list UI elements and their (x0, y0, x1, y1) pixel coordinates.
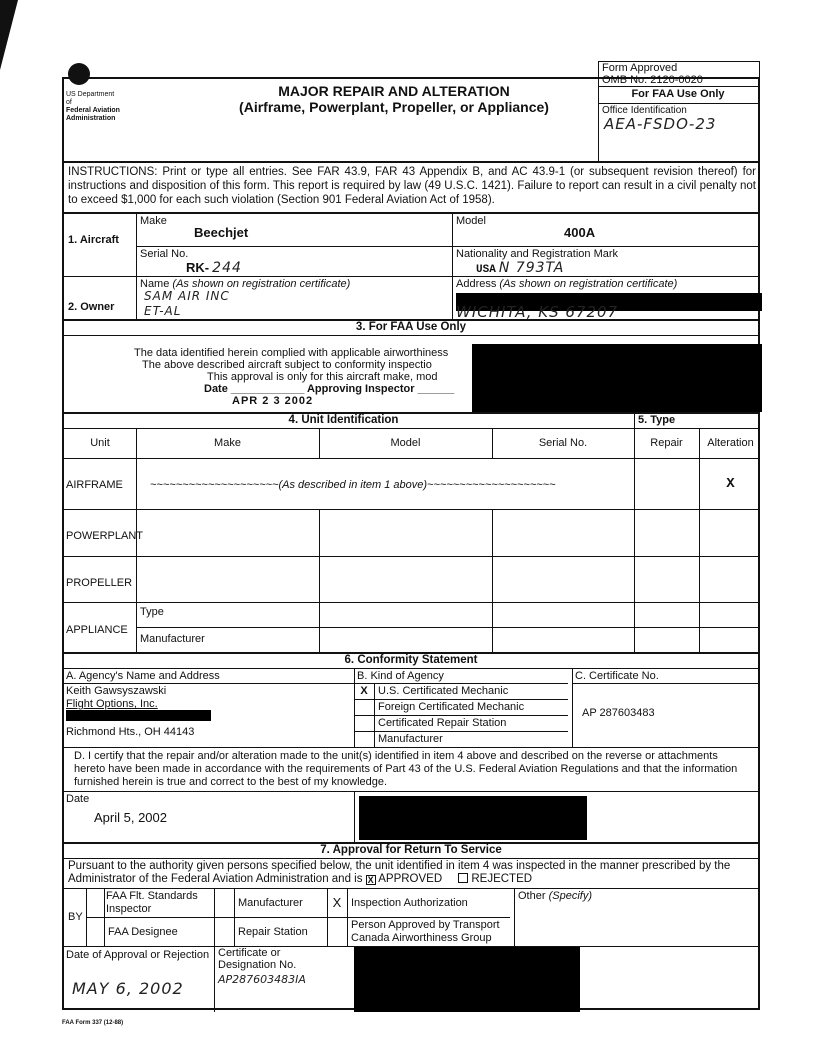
by-transport-canada: Person Approved by Transport Canada Airworthiness Group (351, 919, 500, 944)
dot-logo-icon (68, 63, 90, 85)
approval-text: Pursuant to the authority given persons specified below, the unit identified in item 4 was inspected in the manner prescribed by the Administrator of the Federal Aviation Administration and is X APPROVED REJECTED (68, 860, 731, 885)
ia-mark: X (332, 895, 342, 910)
redacted-signature-2 (359, 796, 587, 840)
form-footer: FAA Form 337 (12-88) (62, 1020, 124, 1026)
kind-manufacturer: Manufacturer (378, 733, 443, 745)
aircraft-make: Beechjet (194, 225, 249, 240)
approved-checkbox[interactable]: X (367, 875, 374, 885)
office-id-label: Office Identification (602, 105, 687, 116)
by-manufacturer: Manufacturer (238, 897, 303, 909)
owner-label: 2. Owner (68, 301, 115, 313)
redacted-street (66, 710, 211, 721)
owner-name-label: Name (As shown on registration certificate) (140, 278, 351, 290)
serial-label: Serial No. (140, 248, 189, 260)
conformity-date-label: Date (66, 793, 90, 805)
nationality-label: Nationality and Registration Mark (456, 248, 619, 260)
aircraft-serial: RK- 244 (186, 260, 242, 276)
airframe-description: ~~~~~~~~~~~~~~~~~~~~(As described in item 1 above)~~~~~~~~~~~~~~~~~~~~ (150, 479, 556, 491)
col-alteration: Alteration (707, 437, 754, 449)
faa-use-line-2: The above described aircraft subject to conformity inspectio (142, 359, 432, 371)
owner-name-2: ET-AL (144, 304, 182, 318)
kind-repair-station: Certificated Repair Station (378, 717, 507, 729)
owner-address-label: Address (As shown on registration certificate) (456, 278, 678, 290)
certificate-number: AP 287603483 (582, 707, 655, 719)
date-label: Date (204, 383, 228, 395)
kind-mark-mechanic: X (360, 685, 368, 697)
agency-label: A. Agency's Name and Address (66, 670, 220, 682)
col-unit: Unit (90, 437, 110, 449)
by-inspection-authorization: Inspection Authorization (351, 897, 468, 909)
by-designee: FAA Designee (108, 926, 178, 938)
omb-number: OMB No. 2120-0020 (602, 74, 703, 86)
faa-use-line-3: This approval is only for this aircraft make, mod (207, 371, 438, 383)
col-make: Make (214, 437, 241, 449)
approval-date-label: Date of Approval or Rejection (66, 949, 210, 961)
airframe-alteration-mark: X (726, 476, 735, 492)
by-repair-station: Repair Station (238, 926, 308, 938)
kind-foreign-mechanic: Foreign Certificated Mechanic (378, 701, 525, 713)
redacted-signature (472, 344, 762, 412)
office-id-value: AEA-FSDO-23 (604, 115, 717, 133)
approval-date: MAY 6, 2002 (72, 979, 184, 998)
certificate-label: C. Certificate No. (575, 670, 659, 682)
agency-name-value: Keith Gawsyszawski (66, 685, 167, 697)
col-model: Model (390, 437, 421, 449)
faa-use-line-1: The data identified herein complied with applicable airworthiness (134, 347, 449, 359)
redacted-signature-3 (354, 947, 580, 1012)
agency-city: Richmond Hts., OH 44143 (66, 726, 195, 738)
col-repair: Repair (650, 437, 683, 449)
aircraft-label: 1. Aircraft (68, 234, 119, 246)
model-label: Model (456, 215, 486, 227)
conformity-date: April 5, 2002 (94, 810, 167, 825)
section-6-title: 6. Conformity Statement (344, 654, 478, 666)
faa-stamp-date: APR 2 3 2002 (232, 395, 314, 407)
inspector-label: Approving Inspector (306, 383, 415, 395)
faa-form-337: US Department of Federal Aviation Administration MAJOR REPAIR AND ALTERATION (Airframe, Powerplant, Propeller, or Appliance) OMB No. 2120-0020 For FAA Use Only Office Identification AEA-FSDO-23 INSTRUCTIONS: Print or type all entries. See FAR 43.9, FAR 43 Appendix B, and AC 43.9-1 (or subsequent revision thereof) for instructions and disposition of this form. This report is required by law (49 U.S.C. 1421). Failure to report can result in a civil penalty not to exceed $1,000 for each such violation (Section 901 Federal Aviation Act of 1958). 1. Aircraft Make Beechjet Model 400A Serial No. RK- 244 Nationality and Registration Mark USA N 793TA 2. Owner Name (As shown on registration certificate) SAM AIR INC ET-AL Address (As shown on registration certificate) WICHITA, KS 67207 3. For FAA Use Only The data identified herein complied with applicable airworthiness The above described aircraft subject to conformity inspectio This approval is only for this aircraft make, mod Date ____________ Approving Inspector ______ APR 2 3 2002 4. Unit Identification 5. Type Unit Make Model Serial No. Repair Alteration AIRFRAME ~~~~~~~~~~~~~~~~~~~~(As described in item 1 above)~~~~~~~~~~~~~~~~~~~~ X POWERPLANT PROPELLER APPLIANCE Type Manufacturer 6. Conformity Statement A. Agency's Name and Address Keith Gawsyszawski Flight Options, Inc. Richmond Hts., OH 44143 B. Kind of Agency C. Certificate No. AP 287603483 X U.S. Certificated Mechanic Foreign Certificated Mechanic Certificated Repair Station Manufacturer D. I certify that the repair and/or alteration made to the unit(s) identified in item 4 above and described on the reverse or attachments hereto have been made in accordance with the requirements of Part 43 of the U.S. Federal Aviation Regulations and that the information furnished herein is true and correct to the best of my knowledge. Date April 5, 2002 7. Approval for Return To Service Pursuant to the authority given persons specified below, the unit identified in item 4 was inspected in the manner prescribed by the Administrator of the Federal Aviation Administration and is X APPROVED REJECTED BY FAA Flt. Standards Inspector Manufacturer X Inspection Authorization Other (Specify) FAA Designee Repair Station Person Approved by Transport Canada Airworthiness Group Date of Approval or Rejection MAY 6, 2002 Certificate or Designation No. AP287603483IA (62, 77, 760, 1010)
agency-company: Flight Options, Inc. (66, 698, 158, 710)
row-appliance: APPLIANCE (66, 624, 128, 636)
kind-label: B. Kind of Agency (357, 670, 444, 682)
appliance-type-label: Type (140, 606, 164, 618)
row-airframe: AIRFRAME (66, 479, 123, 491)
by-other: Other (Specify) (518, 890, 592, 902)
appliance-manufacturer-label: Manufacturer (140, 633, 205, 645)
section-3-title: 3. For FAA Use Only (355, 321, 467, 333)
owner-name: SAM AIR INC (144, 289, 230, 303)
registration-mark: USA N 793TA (476, 260, 565, 276)
certification-statement: D. I certify that the repair and/or alteration made to the unit(s) identified in item 4 above and described on the reverse or attachments hereto have been made in accordance with the requirements of Part 43 of the U.S. Federal Aviation Regulations and that the information furnished herein is true and correct to the best of my knowledge. (74, 750, 738, 788)
by-fsi: FAA Flt. Standards Inspector (106, 890, 198, 915)
row-propeller: PROPELLER (66, 577, 133, 589)
form-subtitle: (Airframe, Powerplant, Propeller, or Appliance) (239, 99, 549, 115)
cert-designation-label: Certificate or Designation No. (218, 947, 297, 971)
scan-edge (0, 0, 18, 70)
rejected-checkbox[interactable] (458, 873, 468, 883)
section-5-title: 5. Type (638, 414, 676, 426)
kind-us-mechanic: U.S. Certificated Mechanic (378, 685, 509, 697)
make-label: Make (140, 215, 167, 227)
agency-name: US Department of Federal Aviation Administration (66, 91, 120, 122)
form-approved: Form Approved (598, 61, 760, 79)
row-powerplant: POWERPLANT (66, 530, 144, 542)
section-4-title: 4. Unit Identification (288, 414, 399, 426)
section-7-title: 7. Approval for Return To Service (320, 844, 502, 856)
faa-use-only: For FAA Use Only (631, 88, 725, 100)
aircraft-model: 400A (564, 225, 596, 240)
col-serial: Serial No. (538, 437, 588, 449)
instructions: INSTRUCTIONS: Print or type all entries. See FAR 43.9, FAR 43 Appendix B, and AC 43.9-1 (or subsequent revision thereof) for instructions and disposition of this form. This report is required by law (49 U.S.C. 1421). Failure to report can result in a civil penalty not to exceed $1,000 for each such violation (Section 901 Federal Aviation Act of 1958). (68, 166, 756, 206)
cert-designation-value: AP287603483IA (218, 973, 306, 986)
owner-city: WICHITA, KS 67207 (456, 303, 619, 321)
form-title: MAJOR REPAIR AND ALTERATION (278, 83, 510, 99)
by-label: BY (68, 911, 83, 923)
